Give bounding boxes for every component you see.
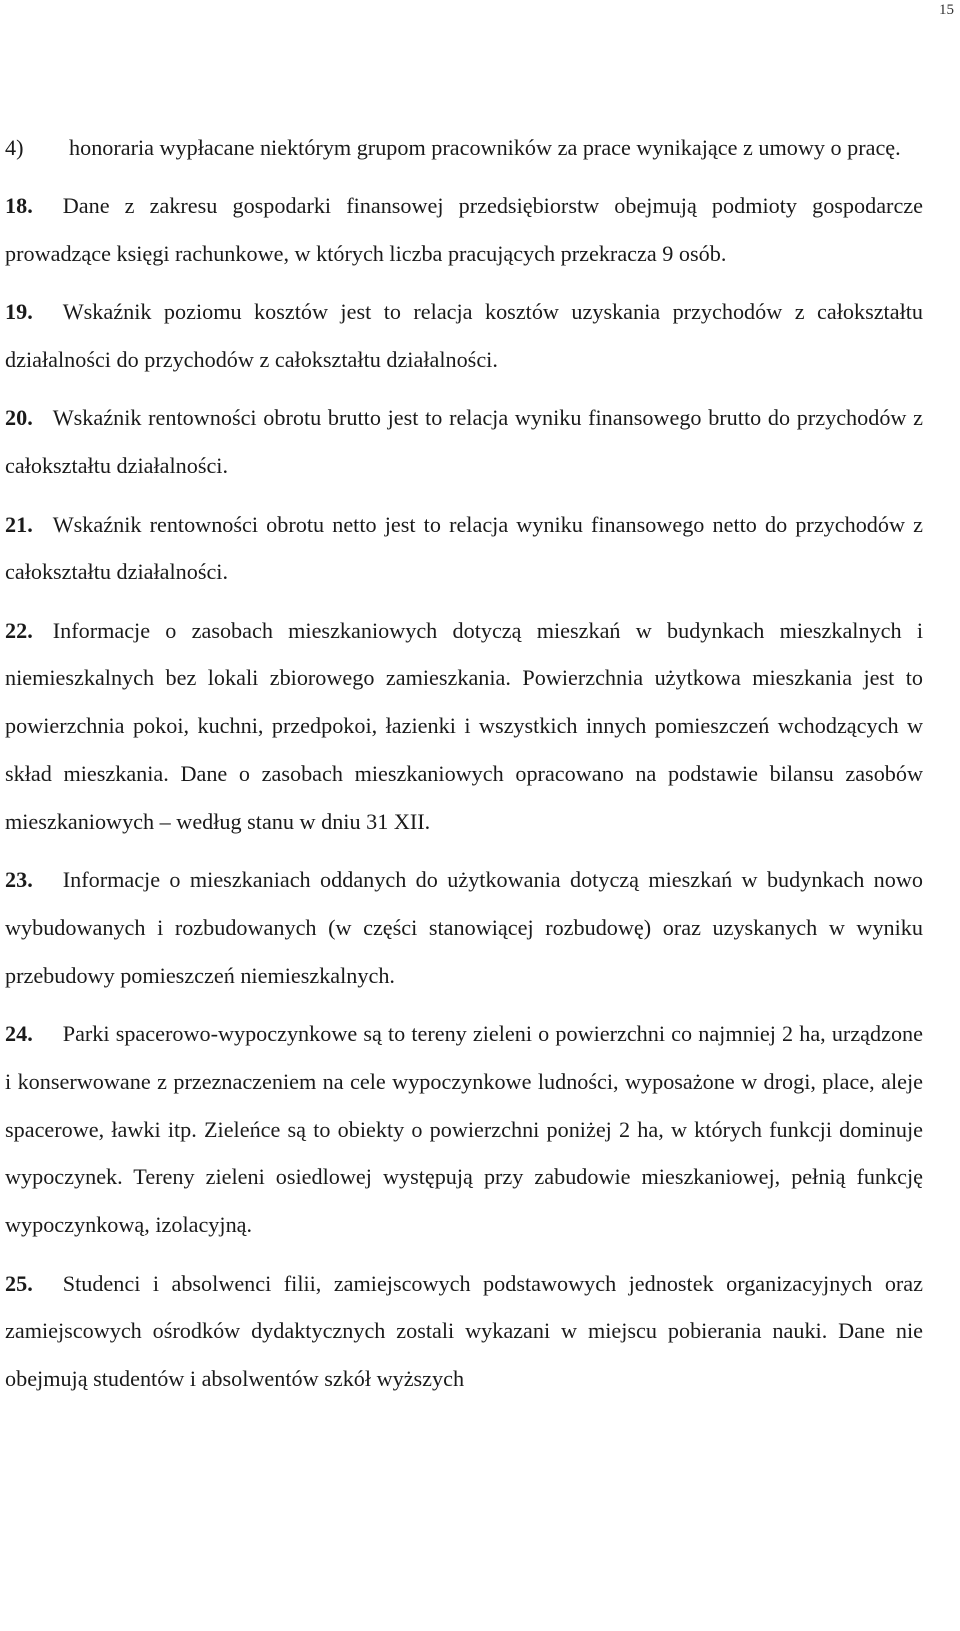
page-number: 15 (939, 2, 954, 18)
paragraph-text: Wskaźnik poziomu kosztów jest to relacja kosztów uzyskania przychodów z całokształtu działalności do przychodów z całokształtu działalności. (5, 299, 923, 373)
paragraph-number: 19. (5, 299, 33, 325)
paragraph-text: Informacje o zasobach mieszkaniowych dotyczą mieszkań w budynkach mieszkalnych i niemieszkalnych bez lokali zbiorowego zamieszkania. Powierzchnia użytkowa mieszkania jest to powierzchnia pokoi, kuchni, przedpokoi, łazienki i wszystkich innych pomieszczeń wchodzących w skład mieszkania. Dane o zasobach mieszkaniowych opracowano na podstawie bilansu zasobów mieszkaniowych – według stanu w dniu 31 XII. (5, 617, 923, 834)
item-number: 4) (5, 135, 24, 160)
item-text: honoraria wypłacane niektórym grupom pracowników za prace wynikające z umowy o pracę. (69, 135, 901, 160)
paragraph-21 (5, 501, 923, 597)
paragraph-number: 23. (5, 867, 33, 893)
paragraph-number: 25. (5, 1270, 33, 1296)
paragraph-text: Dane z zakresu gospodarki finansowej przedsiębiorstw obejmują podmioty gospodarcze prowadzące księgi rachunkowe, w których liczba pracujących przekracza 9 osób. (5, 193, 923, 267)
paragraph-number: 22. (5, 617, 33, 643)
paragraph-18 (5, 182, 923, 278)
paragraph-number: 21. (5, 511, 33, 537)
paragraph-number: 24. (5, 1021, 33, 1047)
paragraph-19 (5, 288, 923, 384)
paragraph-number: 18. (5, 193, 33, 219)
list-item-4 (5, 124, 923, 172)
paragraph-text: Studenci i absolwenci filii, zamiejscowych podstawowych jednostek organizacyjnych oraz zamiejscowych ośrodków dydaktycznych zostali wykazani w miejscu pobierania nauki. Dane nie obejmują studentów i absolwentów szkół wyższych (5, 1270, 923, 1392)
paragraph-25 (5, 1260, 923, 1403)
paragraph-number: 20. (5, 405, 33, 431)
paragraph-23 (5, 856, 923, 999)
paragraph-22 (5, 607, 923, 846)
paragraph-text: Informacje o mieszkaniach oddanych do użytkowania dotyczą mieszkań w budynkach nowo wybudowanych i rozbudowanych (w części stanowiącej rozbudowę) oraz uzyskanych w wyniku przebudowy pomieszczeń niemieszkalnych. (5, 867, 923, 988)
paragraph-24 (5, 1010, 923, 1249)
paragraph-20 (5, 394, 923, 490)
paragraph-text: Parki spacerowo-wypoczynkowe są to tereny zieleni o powierzchni co najmniej 2 ha, urządzone i konserwowane z przeznaczeniem na cele wypoczynkowe ludności, wyposażone w drogi, place, aleje spacerowe, ławki itp. Zieleńce są to obiekty o powierzchni poniżej 2 ha, w których funkcji dominuje wypoczynek. Tereny zieleni osiedlowej występują przy zabudowie mieszkaniowej, pełnią funkcję wypoczynkową, izolacyjną. (5, 1021, 923, 1238)
document-body (5, 124, 923, 1413)
paragraph-text: Wskaźnik rentowności obrotu brutto jest to relacja wyniku finansowego brutto do przychodów z całokształtu działalności. (5, 405, 923, 479)
paragraph-text: Wskaźnik rentowności obrotu netto jest to relacja wyniku finansowego netto do przychodów z całokształtu działalności. (5, 511, 923, 585)
